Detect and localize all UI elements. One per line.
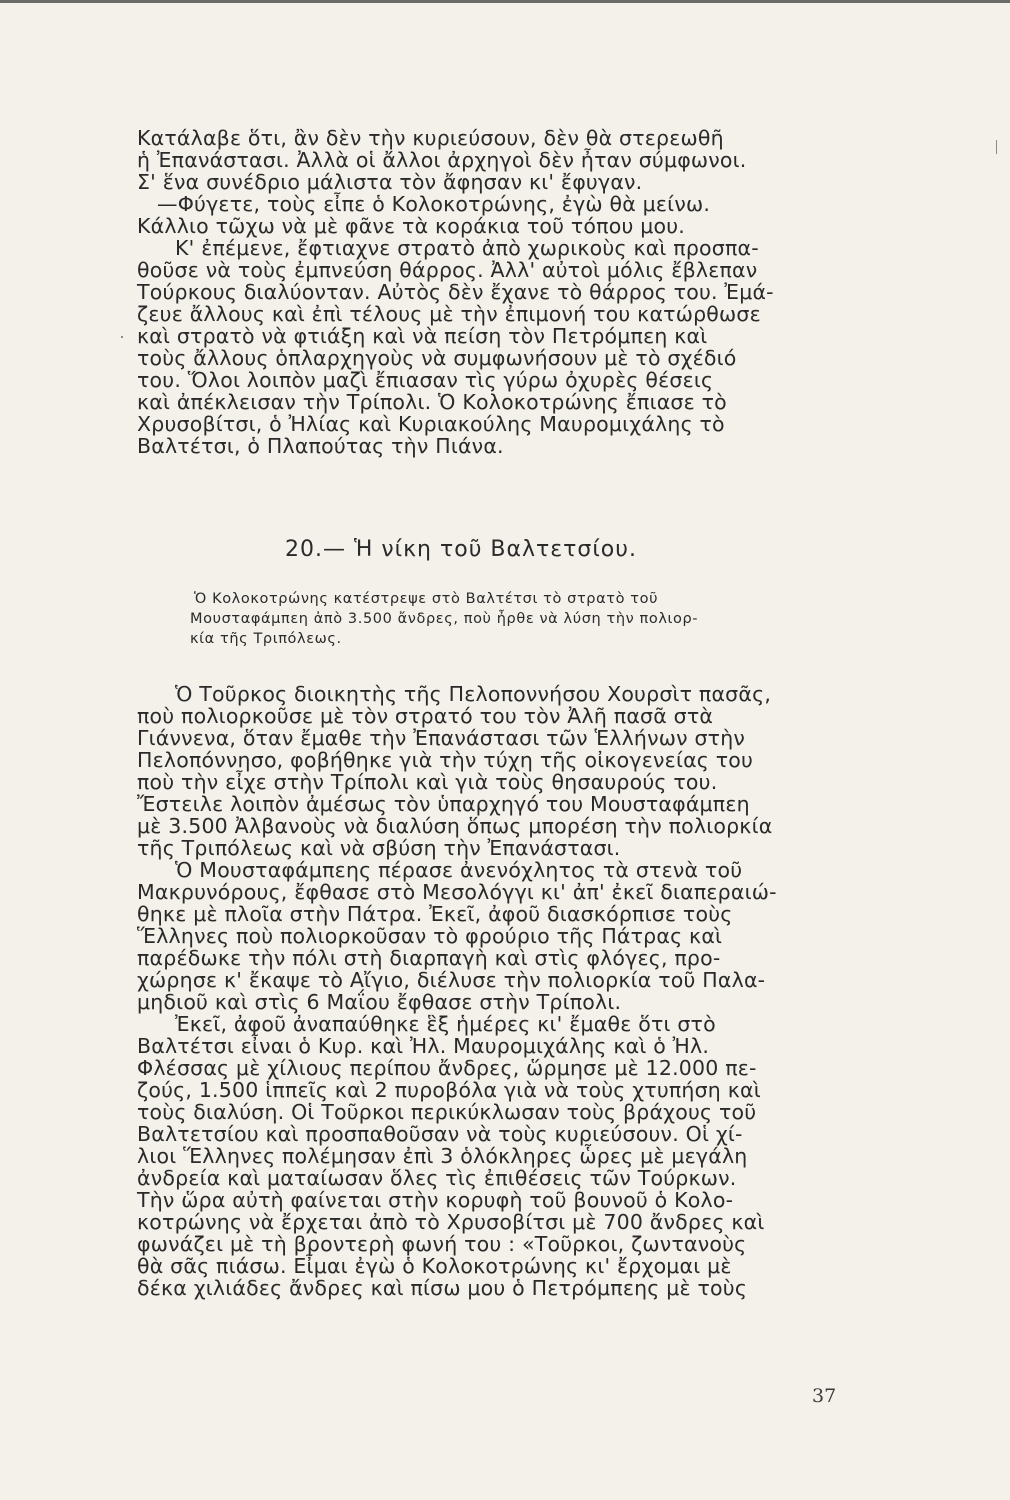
text-line: καὶ ἀπέκλεισαν τὴν Τρίπολι. Ὁ Κολοκοτρώνης ἔπιασε τὸ [137, 390, 727, 414]
text-line: Ὁ Τοῦρκος διοικητὴς τῆς Πελοποννήσου Χουρσὶτ πασᾶς, [175, 682, 772, 706]
text-line: κοτρώνης νὰ ἔρχεται ἀπὸ τὸ Χρυσοβίτσι μὲ 700 ἄνδρες καὶ [137, 1210, 765, 1234]
page-number: 37 [812, 1385, 837, 1407]
section-heading: 20.— Ἡ νίκη τοῦ Βαλτετσίου. [285, 537, 637, 562]
text-line: Γιάννενα, ὅταν ἔμαθε τὴν Ἐπανάστασι τῶν Ἑλλήνων στὴν [137, 726, 746, 750]
text-line: μηδιοῦ καὶ στὶς 6 Μαΐου ἔφθασε στὴν Τρίπολι. [137, 990, 622, 1014]
text-line: —Φύγετε, τοὺς εἶπε ὁ Κολοκοτρώνης, ἐγὼ θὰ μείνω. [157, 192, 711, 216]
text-line: θηκε μὲ πλοῖα στὴν Πάτρα. Ἐκεῖ, ἀφοῦ διασκόρπισε τοὺς [137, 902, 733, 926]
summary-line: Ὁ Κολοκοτρώνης κατέστρεψε στὸ Βαλτέτσι τὸ στρατὸ τοῦ [194, 591, 659, 607]
text-line: τοὺς διαλύση. Οἱ Τοῦρκοι περικύκλωσαν τοὺς βράχους τοῦ [137, 1100, 757, 1124]
margin-mark [996, 140, 997, 154]
text-line: λιοι Ἕλληνες πολέμησαν ἐπὶ 3 ὁλόκληρες ὧρες μὲ μεγάλη [137, 1144, 748, 1168]
text-line: Τὴν ὥρα αὐτὴ φαίνεται στὴν κορυφὴ τοῦ βουνοῦ ὁ Κολο- [137, 1188, 734, 1212]
summary-line: Μουσταφάμπεη ἀπὸ 3.500 ἄνδρες, ποὺ ἦρθε νὰ λύση τὴν πολιορ- [190, 611, 699, 627]
text-line: Βαλτέτσι εἶναι ὁ Κυρ. καὶ Ἠλ. Μαυρομιχάλης καὶ ὁ Ἠλ. [137, 1034, 710, 1058]
text-line: παρέδωκε τὴν πόλι στὴ διαρπαγὴ καὶ στὶς φλόγες, προ- [137, 946, 721, 970]
text-line: Ἔστειλε λοιπὸν ἀμέσως τὸν ὑπαρχηγό του Μουσταφάμπεη [137, 792, 750, 816]
text-line: ζευε ἄλλους καὶ ἐπὶ τέλους μὲ τὴν ἐπιμονή του κατώρθωσε [137, 302, 761, 326]
text-line: ποὺ πολιορκοῦσε μὲ τὸν στρατό του τὸν Ἀλῆ πασᾶ στὰ [137, 704, 714, 728]
text-line: Ἐκεῖ, ἀφοῦ ἀναπαύθηκε ἓξ ἡμέρες κι' ἔμαθε ὅτι στὸ [175, 1012, 716, 1036]
text-line: τῆς Τριπόλεως καὶ νὰ σβύση τὴν Ἐπανάστασι. [137, 836, 621, 860]
text-line: του. Ὅλοι λοιπὸν μαζὶ ἔπιασαν τὶς γύρω ὀχυρὲς θέσεις [137, 368, 714, 392]
text-line: θοῦσε νὰ τοὺς ἐμπνεύση θάρρος. Ἀλλ' αὐτοὶ μόλις ἔβλεπαν [137, 258, 758, 282]
text-line: Βαλτετσίου καὶ προσπαθοῦσαν νὰ τοὺς κυριεύσουν. Οἱ χί- [137, 1122, 743, 1146]
page-top-edge [0, 0, 1010, 3]
paragraph-block-1 [137, 127, 850, 457]
text-line: Φλέσσας μὲ χίλιους περίπου ἄνδρες, ὥρμησε μὲ 12.000 πε- [137, 1056, 757, 1080]
text-line: Κάλλιο τῶχω νὰ μὲ φᾶνε τὰ κοράκια τοῦ τόπου μου. [137, 214, 685, 238]
text-line: μὲ 3.500 Ἀλβανοὺς νὰ διαλύση ὅπως μπορέση τὴν πολιορκία [137, 814, 773, 838]
text-line: Χρυσοβίτσι, ὁ Ἠλίας καὶ Κυριακούλης Μαυρομιχάλης τὸ [137, 412, 725, 436]
text-line: ἡ Ἐπανάστασι. Ἀλλὰ οἱ ἄλλοι ἀρχηγοὶ δὲν ἦταν σύμφωνοι. [137, 148, 747, 172]
text-line: Ἕλληνες ποὺ πολιορκοῦσαν τὸ φρούριο τῆς Πάτρας καὶ [137, 924, 723, 948]
text-line: Ὁ Μουσταφάμπεης πέρασε ἀνενόχλητος τὰ στενὰ τοῦ [175, 858, 743, 882]
text-line: ζούς, 1.500 ἱππεῖς καὶ 2 πυροβόλα γιὰ νὰ τοὺς χτυπήση καὶ [137, 1078, 761, 1102]
paragraph-block-2 [137, 683, 850, 1299]
text-line: φωνάζει μὲ τὴ βροντερὴ φωνή του : «Τοῦρκοι, ζωντανοὺς [137, 1232, 747, 1256]
text-line: δέκα χιλιάδες ἄνδρες καὶ πίσω μου ὁ Πετρόμπεης μὲ τοὺς [137, 1276, 748, 1300]
section-summary [190, 589, 850, 649]
text-line: ἀνδρεία καὶ ματαίωσαν ὅλες τὶς ἐπιθέσεις τῶν Τούρκων. [137, 1166, 737, 1190]
text-line: Κατάλαβε ὅτι, ἂν δὲν τὴν κυριεύσουν, δὲν θὰ στερεωθῆ [137, 126, 724, 150]
text-line: τοὺς ἄλλους ὁπλαρχηγοὺς νὰ συμφωνήσουν μὲ τὸ σχέδιό [137, 346, 737, 370]
text-line: θὰ σᾶς πιάσω. Εἶμαι ἐγὼ ὁ Κολοκοτρώνης κι' ἔρχομαι μὲ [137, 1254, 732, 1278]
text-line: Κ' ἐπέμενε, ἔφτιαχνε στρατὸ ἀπὸ χωρικοὺς καὶ προσπα- [175, 236, 759, 260]
text-line: Σ' ἕνα συνέδριο μάλιστα τὸν ἄφησαν κι' ἔφυγαν. [137, 170, 643, 194]
text-line: Πελοπόννησο, φοβήθηκε γιὰ τὴν τύχη τῆς οἰκογενείας του [137, 748, 754, 772]
text-line: Βαλτέτσι, ὁ Πλαπούτας τὴν Πιάνα. [137, 434, 504, 458]
text-line: χώρησε κ' ἔκαψε τὸ Αἴγιο, διέλυσε τὴν πολιορκία τοῦ Παλα- [137, 968, 766, 992]
text-line: καὶ στρατὸ νὰ φτιάξη καὶ νὰ πείση τὸν Πετρόμπεη καὶ [137, 324, 708, 348]
text-line: Μακρυνόρους, ἔφθασε στὸ Μεσολόγγι κι' ἀπ' ἐκεῖ διαπεραιώ- [137, 880, 777, 904]
margin-mark [121, 336, 123, 338]
summary-line: κία τῆς Τριπόλεως. [190, 631, 342, 647]
text-line: Τούρκους διαλύονταν. Αὐτὸς δὲν ἔχανε τὸ θάρρος του. Ἐμά- [137, 280, 774, 304]
text-line: ποὺ τὴν εἶχε στὴν Τρίπολι καὶ γιὰ τοὺς θησαυρούς του. [137, 770, 718, 794]
